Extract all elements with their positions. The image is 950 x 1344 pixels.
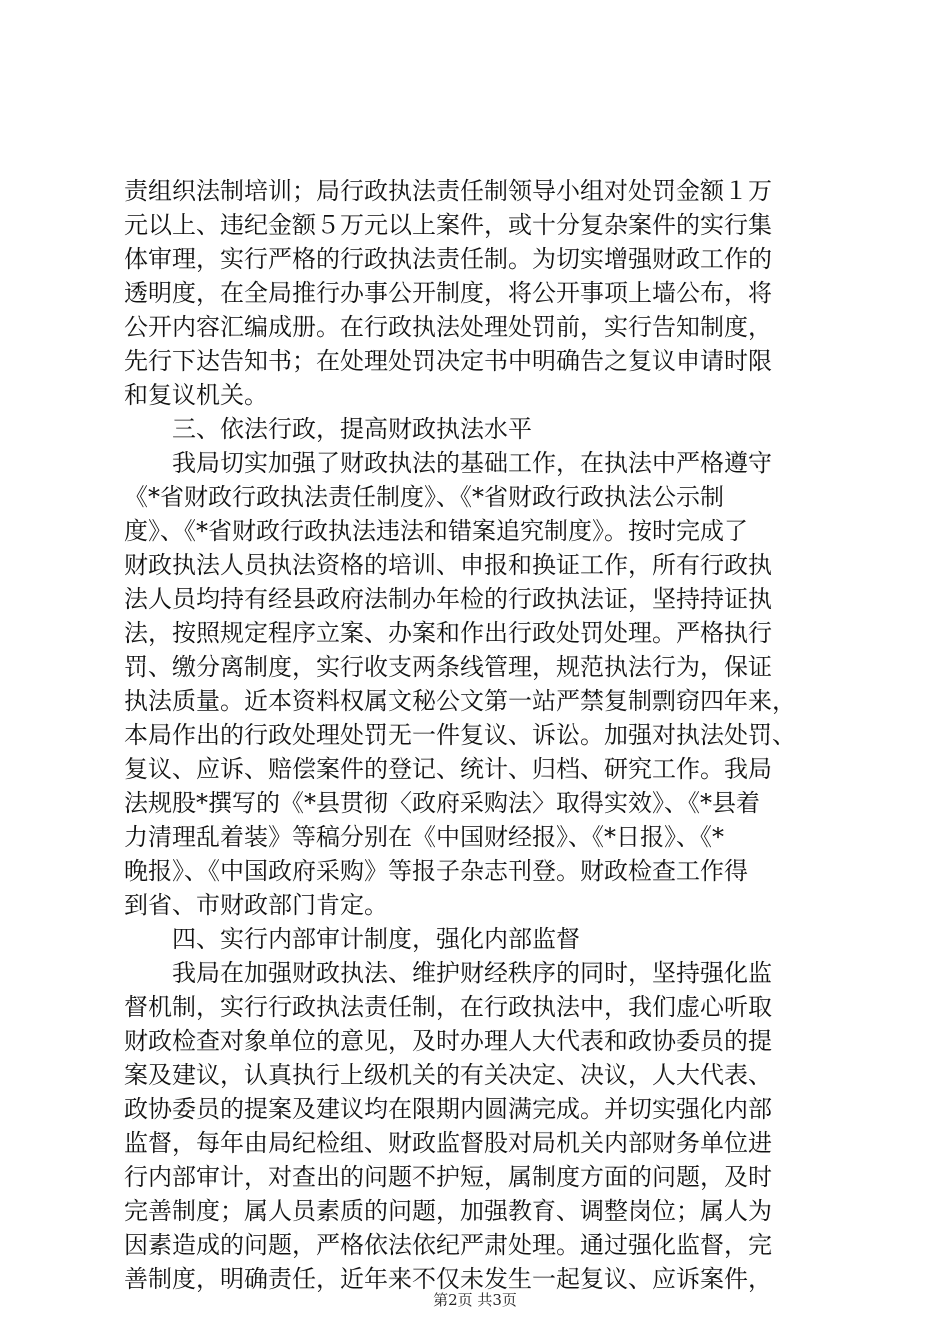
paragraph-line: 和复议机关。 bbox=[124, 381, 268, 409]
page-number-footer: 第2页 共3页 bbox=[433, 1291, 517, 1309]
paragraph-line: 元以上、违纪金额５万元以上案件，或十分复杂案件的实行集 bbox=[124, 211, 772, 239]
paragraph-line: 财政检查对象单位的意见，及时办理人大代表和政协委员的提 bbox=[124, 1027, 772, 1055]
document-body bbox=[124, 174, 850, 1296]
paragraph-line: 政协委员的提案及建议均在限期内圆满完成。并切实强化内部 bbox=[124, 1095, 772, 1123]
paragraph-line: 晚报》、《中国政府采购》等报子杂志刊登。财政检查工作得 bbox=[124, 857, 748, 885]
paragraph-line: 力清理乱着装》等稿分别在《中国财经报》、《*日报》、《* bbox=[124, 823, 724, 851]
paragraph-line: 监督，每年由局纪检组、财政监督股对局机关内部财务单位进 bbox=[124, 1129, 772, 1157]
paragraph-line: 完善制度；属人员素质的问题，加强教育、调整岗位；属人为 bbox=[124, 1197, 772, 1225]
paragraph-line: 《*省财政行政执法责任制度》、《*省财政行政执法公示制 bbox=[124, 483, 724, 511]
paragraph-line: 透明度，在全局推行办事公开制度，将公开事项上墙公布，将 bbox=[124, 279, 772, 307]
paragraph-line-indented: 我局切实加强了财政执法的基础工作，在执法中严格遵守 bbox=[172, 449, 772, 477]
paragraph-line: 先行下达告知书；在处理处罚决定书中明确告之复议申请时限 bbox=[124, 347, 772, 375]
paragraph-line: 行内部审计，对查出的问题不护短，属制度方面的问题，及时 bbox=[124, 1163, 772, 1191]
paragraph-line-indented: 我局在加强财政执法、维护财经秩序的同时，坚持强化监 bbox=[172, 959, 772, 987]
paragraph-line: 到省、市财政部门肯定。 bbox=[124, 891, 388, 919]
paragraph-line: 复议、应诉、赔偿案件的登记、统计、归档、研究工作。我局 bbox=[124, 755, 772, 783]
paragraph-line: 法人员均持有经县政府法制办年检的行政执法证，坚持持证执 bbox=[124, 585, 772, 613]
paragraph-line-indented: 四、实行内部审计制度，强化内部监督 bbox=[172, 925, 580, 953]
paragraph-line: 法规股*撰写的《*县贯彻〈政府采购法〉取得实效》、《*县着 bbox=[124, 789, 760, 817]
paragraph-line: 法，按照规定程序立案、办案和作出行政处罚处理。严格执行 bbox=[124, 619, 772, 647]
paragraph-line: 度》、《*省财政行政执法违法和错案追究制度》。按时完成了 bbox=[124, 517, 748, 545]
paragraph-line: 善制度，明确责任，近年来不仅未发生一起复议、应诉案件， bbox=[124, 1265, 772, 1293]
paragraph-line: 执法质量。近本资料权属文秘公文第一站严禁复制剽窃四年来， bbox=[124, 687, 796, 715]
paragraph-line: 财政执法人员执法资格的培训、申报和换证工作，所有行政执 bbox=[124, 551, 772, 579]
paragraph-line-indented: 三、依法行政，提高财政执法水平 bbox=[172, 415, 532, 443]
paragraph-line: 责组织法制培训；局行政执法责任制领导小组对处罚金额１万 bbox=[124, 177, 772, 205]
paragraph-line: 因素造成的问题，严格依法依纪严肃处理。通过强化监督，完 bbox=[124, 1231, 772, 1259]
paragraph-line: 案及建议，认真执行上级机关的有关决定、决议，人大代表、 bbox=[124, 1061, 772, 1089]
paragraph-line: 罚、缴分离制度，实行收支两条线管理，规范执法行为，保证 bbox=[124, 653, 772, 681]
paragraph-line: 公开内容汇编成册。在行政执法处理处罚前，实行告知制度， bbox=[124, 313, 772, 341]
paragraph-line: 体审理，实行严格的行政执法责任制。为切实增强财政工作的 bbox=[124, 245, 772, 273]
paragraph-line: 本局作出的行政处理处罚无一件复议、诉讼。加强对执法处罚、 bbox=[124, 721, 796, 749]
paragraph-line: 督机制，实行行政执法责任制，在行政执法中，我们虚心听取 bbox=[124, 993, 772, 1021]
